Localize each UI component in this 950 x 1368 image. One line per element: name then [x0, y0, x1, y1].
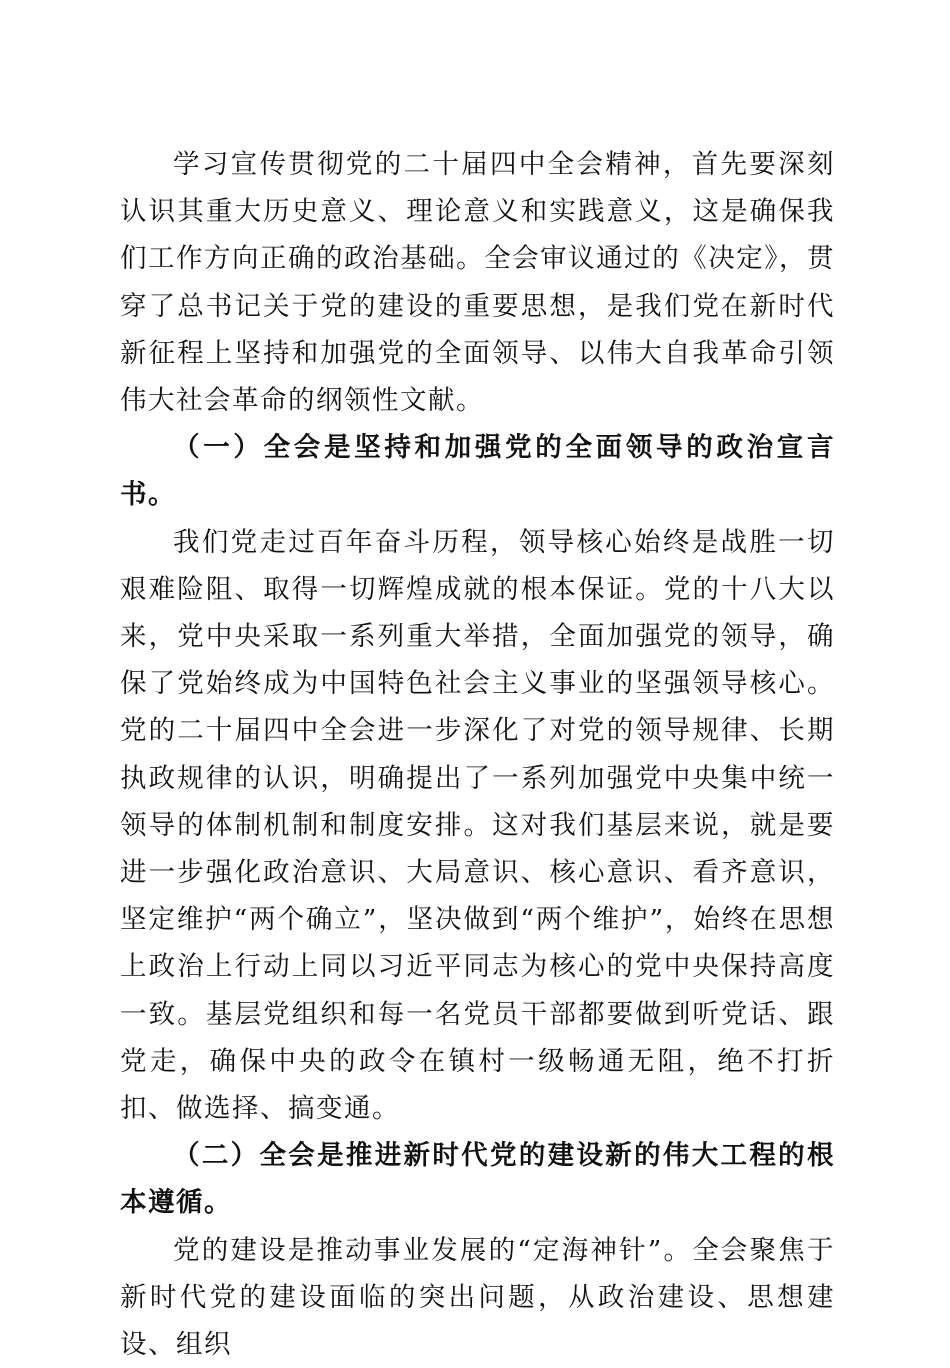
paragraph-intro: 学习宣传贯彻党的二十届四中全会精神，首先要深刻认识其重大历史意义、理论意义和实践意义，这是确保我们工作方向正确的政治基础。全会审议通过的《决定》，贯穿了总书记关于党的建设的重要思想，是我们党在新时代新征程上坚持和加强党的全面领导、以伟大自我革命引领伟大社会革命的纲领性文献。: [120, 149, 835, 417]
section-heading-1: （一）全会是坚持和加强党的全面领导的政治宣言书。: [120, 432, 835, 511]
document-body: [120, 141, 835, 1368]
section-heading-2: （二）全会是推进新时代党的建设新的伟大工程的根本遵循。: [120, 1140, 835, 1219]
paragraph-section-2: 党的建设是推动事业发展的“定海神针”。全会聚焦于新时代党的建设面临的突出问题，从政治建设、思想建设、组织: [120, 1234, 835, 1361]
paragraph-section-1: 我们党走过百年奋斗历程，领导核心始终是战胜一切艰难险阻、取得一切辉煌成就的根本保证。党的十八大以来，党中央采取一系列重大举措，全面加强党的领导，确保了党始终成为中国特色社会主义事业的坚强领导核心。党的二十届四中全会进一步深化了对党的领导规律、长期执政规律的认识，明确提出了一系列加强党中央集中统一领导的体制机制和制度安排。这对我们基层来说，就是要进一步强化政治意识、大局意识、核心意识、看齐意识，坚定维护“两个确立”，坚决做到“两个维护”，始终在思想上政治上行动上同以习近平同志为核心的党中央保持高度一致。基层党组织和每一名党员干部都要做到听党话、跟党走，确保中央的政令在镇村一级畅通无阻，绝不打折扣、做选择、搞变通。: [120, 526, 835, 1125]
